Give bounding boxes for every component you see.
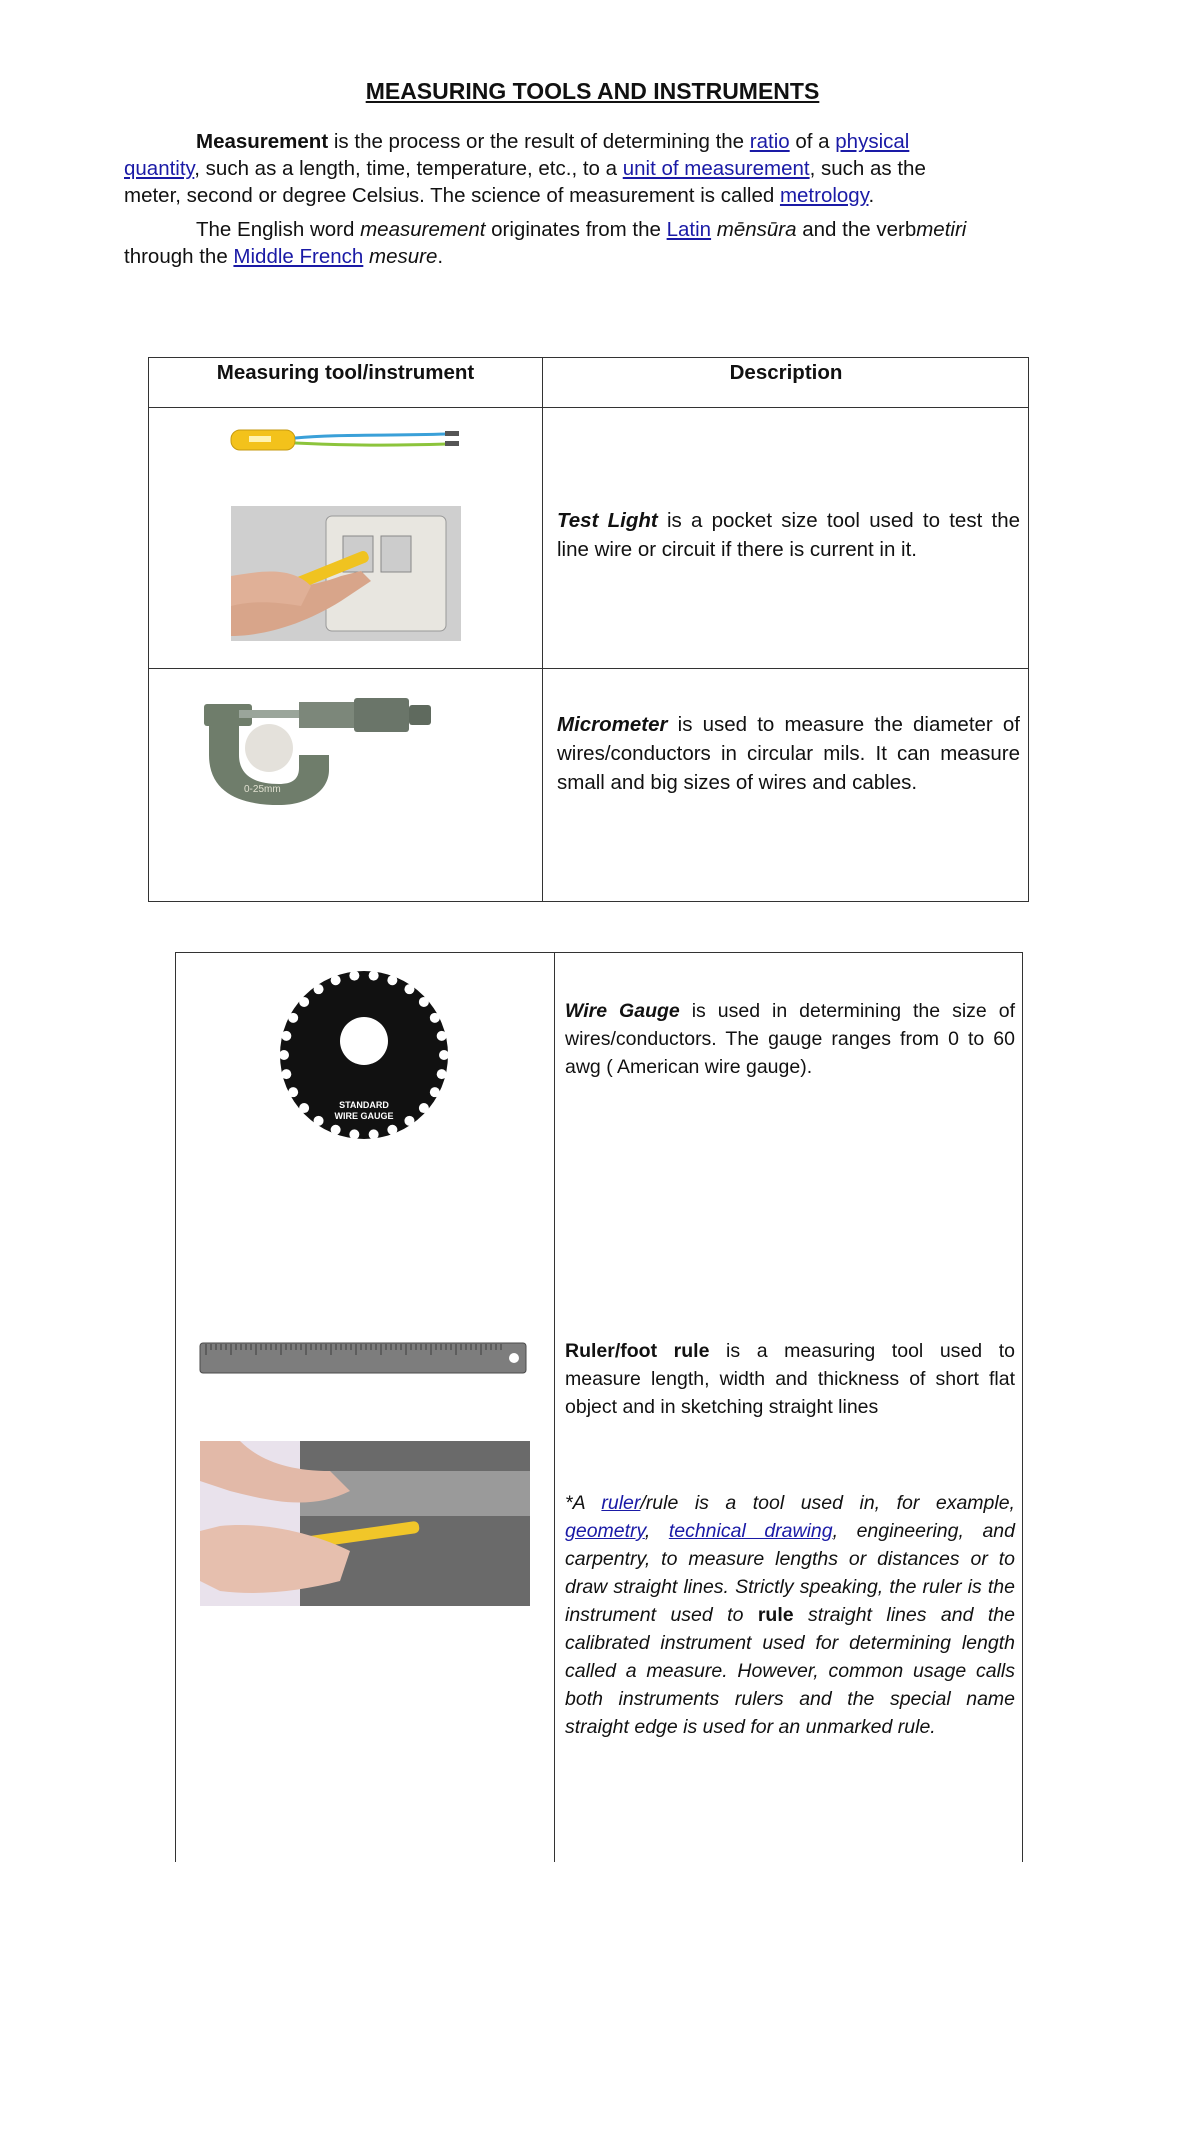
text: and the verb — [796, 218, 917, 241]
word: measurement — [360, 218, 486, 241]
gauge-slot — [279, 1050, 289, 1060]
gauge-slot — [288, 1087, 298, 1097]
tool-text: is used in determining the size of wires/conductors. The gauge ranges from 0 to 60 awg ( American wire gauge). — [565, 1000, 1015, 1078]
word: metiri — [916, 218, 967, 241]
gauge-slot — [387, 975, 397, 985]
gauge-slot — [369, 971, 379, 981]
text: straight lines and the calibrated instrument used for determining length called a measure. However, common usage calls both instruments rulers and the special name straight edge is used for an unmarked rule. — [565, 1604, 1015, 1738]
link-middle-french[interactable]: Middle French — [233, 245, 364, 268]
gauge-slot — [437, 1069, 447, 1079]
link-metrology[interactable]: metrology — [779, 184, 869, 207]
gauge-slot — [404, 1116, 414, 1126]
tool-name: Micrometer — [557, 713, 668, 736]
test-light-in-use-photo — [231, 506, 461, 641]
gauge-label-2: WIRE GAUGE — [334, 1111, 394, 1121]
micrometer-description — [557, 710, 1020, 797]
link-physical[interactable]: physical — [835, 130, 910, 153]
gauge-slot — [314, 1116, 324, 1126]
text: . — [868, 184, 875, 207]
term-measurement: Measurement — [196, 130, 329, 153]
tool-name: Wire Gauge — [565, 1000, 680, 1022]
text: The English word — [196, 218, 361, 241]
gauge-slot — [299, 997, 309, 1007]
ruler-definition-note — [565, 1489, 1015, 1741]
gauge-slot — [419, 1103, 429, 1113]
gauge-slot — [349, 971, 359, 981]
gauge-slot — [281, 1031, 291, 1041]
gauge-slot — [299, 1103, 309, 1113]
row-divider — [149, 668, 1028, 669]
word: mesure — [369, 245, 438, 268]
tool-name: Ruler/foot rule — [565, 1340, 710, 1362]
gauge-slot — [331, 975, 341, 985]
ruler-in-use-photo — [200, 1441, 530, 1606]
etymology-paragraph — [124, 216, 984, 270]
text: , engineering, and carpentry, to measure lengths or distances or to draw straight lines. Strictly speaking, the ruler is the instrument used to — [565, 1520, 1015, 1626]
text: originates from the — [485, 218, 667, 241]
link-ruler[interactable]: ruler — [601, 1492, 641, 1514]
intro-paragraph — [124, 128, 984, 209]
gauge-slot — [430, 1087, 440, 1097]
column-header-description: Description — [729, 361, 843, 384]
gauge-slot — [314, 984, 324, 994]
gauge-slot — [439, 1050, 449, 1060]
test-light-description — [557, 506, 1020, 564]
gauge-slot — [281, 1069, 291, 1079]
link-geometry[interactable]: geometry — [565, 1520, 645, 1542]
tool-text: is a pocket size tool used to test the line wire or circuit if there is current in it. — [557, 509, 1020, 561]
page-title: MEASURING TOOLS AND INSTRUMENTS — [365, 78, 820, 104]
text: , such as a length, time, temperature, etc., to a — [194, 157, 623, 180]
wire-gauge-description — [565, 997, 1015, 1081]
gauge-slot — [331, 1125, 341, 1135]
text: , such as the meter, second or degree Celsius. The science of measurement is called — [124, 157, 926, 207]
test-light-image — [229, 426, 464, 458]
gauge-label-1: STANDARD — [339, 1100, 389, 1110]
text: . — [437, 245, 444, 268]
gauge-slot — [349, 1129, 359, 1139]
micrometer-mark: 0-25mm — [244, 784, 281, 795]
text: /rule is a tool used in, for example, — [640, 1492, 1015, 1514]
text: , — [644, 1520, 669, 1542]
link-latin[interactable]: Latin — [666, 218, 712, 241]
tool-text: is used to measure the diameter of wires/conductors in circular mils. It can measure small and big sizes of wires and cables. — [557, 713, 1020, 794]
text: of a — [789, 130, 836, 153]
link-unit-of-measurement[interactable]: unit of measurement — [622, 157, 810, 180]
gauge-slot — [419, 997, 429, 1007]
text: is the process or the result of determining the — [328, 130, 750, 153]
tool-text: is a measuring tool used to measure length, width and thickness of short flat object and in sketching straight lines — [565, 1340, 1015, 1418]
gauge-slot — [369, 1129, 379, 1139]
word: mēnsūra — [716, 218, 797, 241]
text: *A — [565, 1492, 602, 1514]
word-rule: rule — [757, 1604, 794, 1626]
gauge-slot — [387, 1125, 397, 1135]
gauge-slot — [430, 1013, 440, 1023]
gauge-slot — [404, 984, 414, 994]
wire-gauge-image — [274, 963, 454, 1148]
tools-table-1 — [148, 357, 1029, 902]
tools-table-2 — [175, 952, 1023, 1862]
gauge-slot — [437, 1031, 447, 1041]
column-divider — [542, 358, 543, 901]
gauge-slot — [288, 1013, 298, 1023]
micrometer-image — [199, 680, 439, 810]
column-header-tool: Measuring tool/instrument — [216, 361, 475, 384]
ruler-image — [198, 1337, 528, 1377]
ruler-description — [565, 1337, 1015, 1421]
text: through the — [124, 245, 234, 268]
tool-name: Test Light — [557, 509, 658, 532]
column-divider — [554, 953, 555, 1862]
link-quantity[interactable]: quantity — [124, 157, 195, 180]
link-technical-drawing[interactable]: technical drawing — [668, 1520, 833, 1542]
link-ratio[interactable]: ratio — [749, 130, 790, 153]
